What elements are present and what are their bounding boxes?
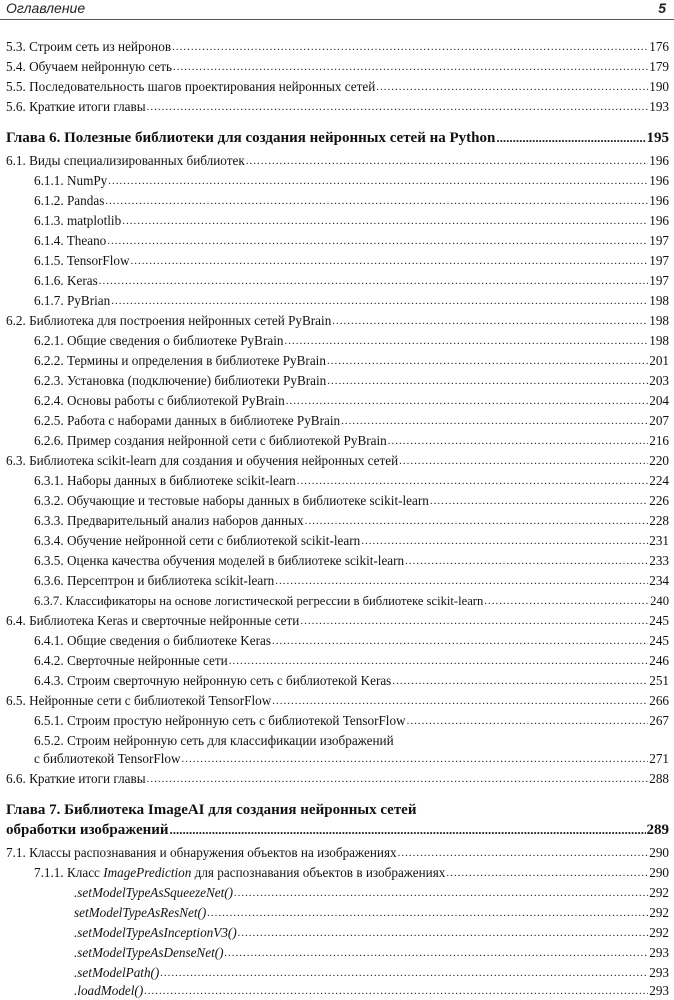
- toc-entry[interactable]: 6.1.4. Theano ..... 197: [34, 233, 669, 249]
- toc-entry[interactable]: 6.6. Краткие итоги главы ..... 288: [6, 771, 669, 787]
- toc-entry[interactable]: 6.2.5. Работа с наборами данных в библиотеке PyBrain ..... 207: [34, 413, 669, 429]
- toc-chapter-first-line[interactable]: Глава 7. Библиотека ImageAI для создания нейронных сетей: [6, 802, 417, 818]
- toc-entry[interactable]: 6.3.1. Наборы данных в библиотеке scikit-learn ..... 224: [34, 473, 669, 489]
- toc-entry[interactable]: 6.4.3. Строим сверточную нейронную сеть с библиотекой Keras ..... 251: [34, 673, 669, 689]
- toc-entry[interactable]: 6.3.6. Персептрон и библиотека scikit-learn ..... 234: [34, 573, 669, 589]
- toc-entry[interactable]: 5.3. Строим сеть из нейронов ..... 176: [6, 39, 669, 55]
- toc-entry[interactable]: 6.3.2. Обучающие и тестовые наборы данных в библиотеке scikit-learn ..... 226: [34, 493, 669, 509]
- toc-entry[interactable]: 6.1.3. matplotlib ..... 196: [34, 213, 669, 229]
- toc-entry[interactable]: 6.3.7. Классификаторы на основе логистической регрессии в библиотеке scikit-learn ..... 240: [34, 593, 669, 609]
- header-page-number: 5: [658, 0, 666, 16]
- toc-entry[interactable]: 6.4.2. Сверточные нейронные сети ..... 246: [34, 653, 669, 669]
- toc-entry[interactable]: .setModelPath() ..... 293: [74, 965, 669, 981]
- toc-entry[interactable]: 5.5. Последовательность шагов проектирования нейронных сетей ..... 190: [6, 79, 669, 95]
- toc-entry[interactable]: 6.1.5. TensorFlow ..... 197: [34, 253, 669, 269]
- toc-entry[interactable]: 6.1.7. PyBrian ..... 198: [34, 293, 669, 309]
- toc-entry[interactable]: 6.4.1. Общие сведения о библиотеке Keras ..... 245: [34, 633, 669, 649]
- toc-entry[interactable]: 6.2.6. Пример создания нейронной сети с библиотекой PyBrain ..... 216: [34, 433, 669, 449]
- toc-entry[interactable]: 6.5. Нейронные сети с библиотекой TensorFlow ..... 266: [6, 693, 669, 709]
- toc-entry[interactable]: 6.2. Библиотека для построения нейронных сетей PyBrain ..... 198: [6, 313, 669, 329]
- toc-entry[interactable]: 6.1. Виды специализированных библиотек ..... 196: [6, 153, 669, 169]
- toc-entry[interactable]: 6.3.5. Оценка качества обучения моделей в библиотеке scikit-learn ..... 233: [34, 553, 669, 569]
- toc-entry[interactable]: 6.5.1. Строим простую нейронную сеть с библиотекой TensorFlow ..... 267: [34, 713, 669, 729]
- toc-entry[interactable]: 7.1.1. Класс ImagePrediction для распознавания объектов в изображениях ..... 290: [34, 865, 669, 881]
- toc-entry[interactable]: 6.1.2. Pandas ..... 196: [34, 193, 669, 209]
- toc-entry[interactable]: 6.2.2. Термины и определения в библиотеке PyBrain ..... 201: [34, 353, 669, 369]
- toc-chapter-entry[interactable]: обработки изображений ..... 289: [6, 821, 669, 839]
- toc-entry[interactable]: 5.4. Обучаем нейронную сеть ..... 179: [6, 59, 669, 75]
- toc-entry[interactable]: 6.3.3. Предварительный анализ наборов данных ..... 228: [34, 513, 669, 529]
- toc-entry[interactable]: 6.4. Библиотека Keras и сверточные нейронные сети ..... 245: [6, 613, 669, 629]
- toc-entry[interactable]: .setModelTypeAsInceptionV3() ..... 292: [74, 925, 669, 941]
- toc-entry-first-line[interactable]: 6.5.2. Строим нейронную сеть для классификации изображений: [34, 733, 394, 748]
- toc-entry[interactable]: .setModelTypeAsSqueezeNet() ..... 292: [74, 885, 669, 901]
- toc-entry[interactable]: 6.2.4. Основы работы с библиотекой PyBrain ..... 204: [34, 393, 669, 409]
- toc-entry[interactable]: 6.3. Библиотека scikit-learn для создания и обучения нейронных сетей ..... 220: [6, 453, 669, 469]
- toc-entry[interactable]: .loadModel() ..... 293: [74, 983, 669, 999]
- toc-entry[interactable]: 6.1.6. Keras ..... 197: [34, 273, 669, 289]
- toc-entry[interactable]: 6.2.3. Установка (подключение) библиотеки PyBrain ..... 203: [34, 373, 669, 389]
- toc-entry[interactable]: 5.6. Краткие итоги главы ..... 193: [6, 99, 669, 115]
- toc-entry[interactable]: с библиотекой TensorFlow ..... 271: [34, 751, 669, 767]
- header-title: Оглавление: [6, 0, 86, 16]
- toc-entry[interactable]: setModelTypeAsResNet() ..... 292: [74, 905, 669, 921]
- toc-entry[interactable]: 6.1.1. NumPy ..... 196: [34, 173, 669, 189]
- toc-entry[interactable]: 6.3.4. Обучение нейронной сети с библиотекой scikit-learn ..... 231: [34, 533, 669, 549]
- toc-entry[interactable]: 6.2.1. Общие сведения о библиотеке PyBrain ..... 198: [34, 333, 669, 349]
- toc-entry[interactable]: .setModelTypeAsDenseNet() ..... 293: [74, 945, 669, 961]
- toc-entry[interactable]: 7.1. Классы распознавания и обнаружения объектов на изображениях ..... 290: [6, 845, 669, 861]
- toc-chapter-entry[interactable]: Глава 6. Полезные библиотеки для создания нейронных сетей на Python ..... 195: [6, 129, 669, 147]
